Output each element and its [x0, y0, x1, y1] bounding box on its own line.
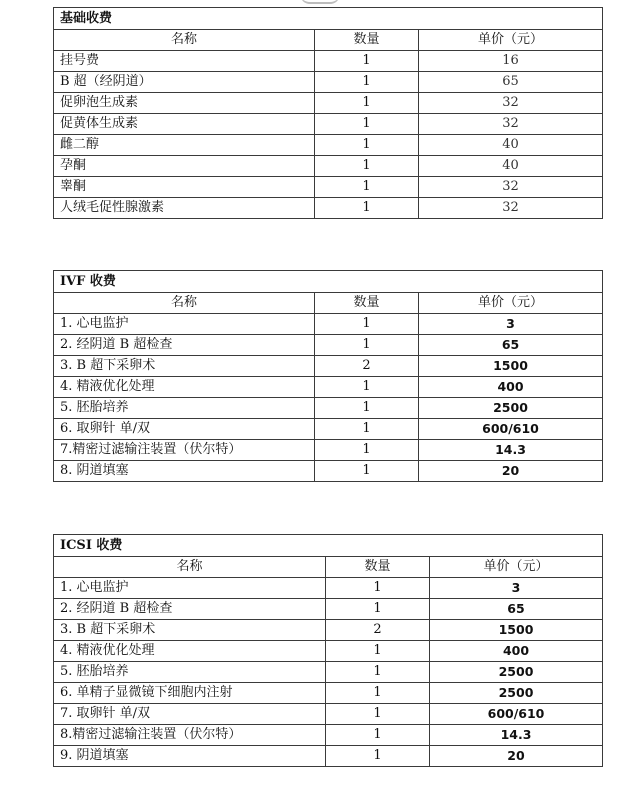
- table-title: IVF 收费: [54, 271, 603, 293]
- item-name-cell: 8. 阴道填塞: [54, 461, 315, 482]
- table-row: [54, 135, 603, 156]
- price-cell: 65: [419, 335, 603, 356]
- item-name-cell: 9. 阴道填塞: [54, 746, 326, 767]
- table-row: [54, 377, 603, 398]
- table-row: [54, 114, 603, 135]
- qty-cell: 1: [315, 135, 419, 156]
- price-cell: 32: [419, 177, 603, 198]
- qty-cell: 1: [315, 177, 419, 198]
- column-header-price: 单价（元）: [419, 30, 603, 51]
- qty-cell: 1: [326, 704, 430, 725]
- column-header-price: 单价（元）: [419, 293, 603, 314]
- price-cell: 65: [419, 72, 603, 93]
- price-cell: 20: [419, 461, 603, 482]
- column-header-qty: 数量: [315, 30, 419, 51]
- qty-cell: 1: [315, 114, 419, 135]
- qty-cell: 1: [315, 461, 419, 482]
- qty-cell: 2: [315, 356, 419, 377]
- qty-cell: 1: [315, 314, 419, 335]
- table-title: 基础收费: [54, 8, 603, 30]
- item-name-cell: 5. 胚胎培养: [54, 662, 326, 683]
- qty-cell: 1: [326, 578, 430, 599]
- basic-fees-body: [54, 8, 603, 219]
- table-row: [54, 51, 603, 72]
- price-cell: 14.3: [430, 725, 603, 746]
- qty-cell: 1: [326, 662, 430, 683]
- item-name-cell: B 超（经阴道）: [54, 72, 315, 93]
- qty-cell: 1: [315, 156, 419, 177]
- qty-cell: 1: [326, 683, 430, 704]
- table-row: [54, 620, 603, 641]
- table-row: [54, 578, 603, 599]
- price-cell: 400: [419, 377, 603, 398]
- qty-cell: 1: [315, 419, 419, 440]
- price-cell: 20: [430, 746, 603, 767]
- item-name-cell: 促黄体生成素: [54, 114, 315, 135]
- price-cell: 3: [430, 578, 603, 599]
- table-title-row: [54, 535, 603, 557]
- column-header-qty: 数量: [315, 293, 419, 314]
- item-name-cell: 1. 心电监护: [54, 578, 326, 599]
- table-row: [54, 440, 603, 461]
- ivf-fees-body: [54, 271, 603, 482]
- item-name-cell: 1. 心电监护: [54, 314, 315, 335]
- price-cell: 2500: [419, 398, 603, 419]
- column-header-price: 单价（元）: [430, 557, 603, 578]
- item-name-cell: 4. 精液优化处理: [54, 377, 315, 398]
- qty-cell: 1: [315, 335, 419, 356]
- table-row: [54, 314, 603, 335]
- price-cell: 400: [430, 641, 603, 662]
- item-name-cell: 5. 胚胎培养: [54, 398, 315, 419]
- qty-cell: 1: [326, 746, 430, 767]
- price-cell: 65: [430, 599, 603, 620]
- price-cell: 3: [419, 314, 603, 335]
- price-cell: 32: [419, 198, 603, 219]
- qty-cell: 1: [326, 725, 430, 746]
- column-header-qty: 数量: [326, 557, 430, 578]
- table-row: [54, 335, 603, 356]
- table-row: [54, 198, 603, 219]
- item-name-cell: 睾酮: [54, 177, 315, 198]
- price-cell: 1500: [419, 356, 603, 377]
- item-name-cell: 2. 经阴道 B 超检查: [54, 599, 326, 620]
- icsi-fees-body: [54, 535, 603, 767]
- basic-fees-table: [53, 7, 603, 219]
- column-header-name: 名称: [54, 557, 326, 578]
- table-row: [54, 419, 603, 440]
- qty-cell: 1: [315, 51, 419, 72]
- icsi-fees-table: [53, 534, 603, 767]
- item-name-cell: 2. 经阴道 B 超检查: [54, 335, 315, 356]
- item-name-cell: 人绒毛促性腺激素: [54, 198, 315, 219]
- qty-cell: 1: [315, 72, 419, 93]
- table-row: [54, 356, 603, 377]
- price-cell: 600/610: [430, 704, 603, 725]
- item-name-cell: 6. 取卵针 单/双: [54, 419, 315, 440]
- item-name-cell: 雌二醇: [54, 135, 315, 156]
- ivf-fees-table: [53, 270, 603, 482]
- table-row: [54, 683, 603, 704]
- item-name-cell: 7.精密过滤输注装置（伏尔特）: [54, 440, 315, 461]
- table-title-row: [54, 271, 603, 293]
- price-cell: 16: [419, 51, 603, 72]
- price-cell: 1500: [430, 620, 603, 641]
- qty-cell: 1: [315, 198, 419, 219]
- item-name-cell: 7. 取卵针 单/双: [54, 704, 326, 725]
- item-name-cell: 3. B 超下采卵术: [54, 620, 326, 641]
- item-name-cell: 8.精密过滤输注装置（伏尔特）: [54, 725, 326, 746]
- column-header-name: 名称: [54, 293, 315, 314]
- table-row: [54, 746, 603, 767]
- qty-cell: 2: [326, 620, 430, 641]
- table-row: [54, 662, 603, 683]
- price-cell: 2500: [430, 662, 603, 683]
- table-row: [54, 156, 603, 177]
- qty-cell: 1: [326, 599, 430, 620]
- price-cell: 40: [419, 135, 603, 156]
- page-top-fragment: [300, 0, 340, 4]
- table-row: [54, 641, 603, 662]
- price-cell: 40: [419, 156, 603, 177]
- price-cell: 2500: [430, 683, 603, 704]
- table-header-row: [54, 557, 603, 578]
- qty-cell: 1: [326, 641, 430, 662]
- item-name-cell: 挂号费: [54, 51, 315, 72]
- table-title-row: [54, 8, 603, 30]
- table-header-row: [54, 30, 603, 51]
- qty-cell: 1: [315, 398, 419, 419]
- table-row: [54, 398, 603, 419]
- price-cell: 32: [419, 114, 603, 135]
- table-title: ICSI 收费: [54, 535, 603, 557]
- qty-cell: 1: [315, 440, 419, 461]
- table-row: [54, 725, 603, 746]
- item-name-cell: 3. B 超下采卵术: [54, 356, 315, 377]
- item-name-cell: 6. 单精子显微镜下细胞内注射: [54, 683, 326, 704]
- table-row: [54, 461, 603, 482]
- price-cell: 600/610: [419, 419, 603, 440]
- table-row: [54, 72, 603, 93]
- table-row: [54, 599, 603, 620]
- qty-cell: 1: [315, 377, 419, 398]
- item-name-cell: 4. 精液优化处理: [54, 641, 326, 662]
- column-header-name: 名称: [54, 30, 315, 51]
- table-row: [54, 93, 603, 114]
- table-row: [54, 704, 603, 725]
- qty-cell: 1: [315, 93, 419, 114]
- price-cell: 32: [419, 93, 603, 114]
- item-name-cell: 促卵泡生成素: [54, 93, 315, 114]
- price-cell: 14.3: [419, 440, 603, 461]
- item-name-cell: 孕酮: [54, 156, 315, 177]
- table-row: [54, 177, 603, 198]
- table-header-row: [54, 293, 603, 314]
